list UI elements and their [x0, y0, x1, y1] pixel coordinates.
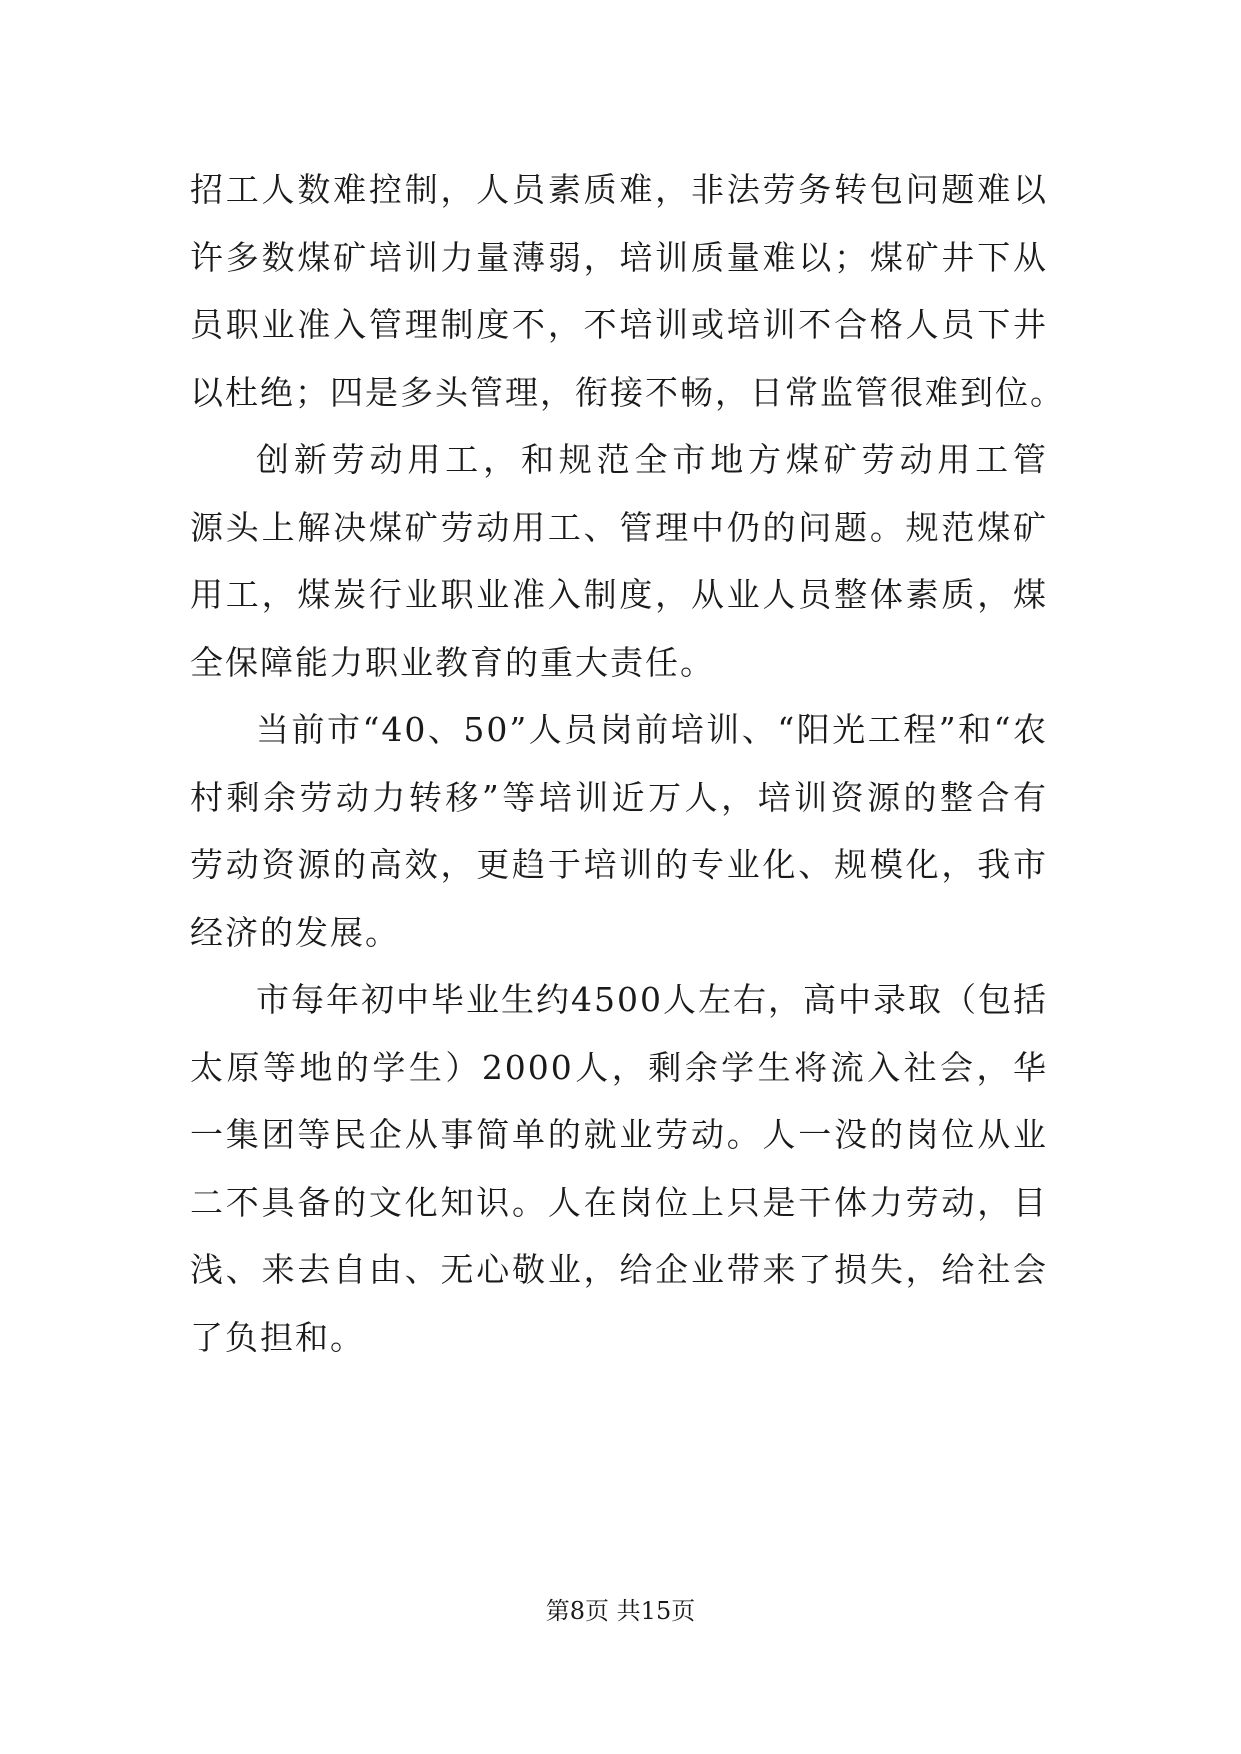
text-line: 以杜绝；四是多头管理，衔接不畅，日常监管很难到位。 [190, 372, 1065, 412]
text-line: 创新劳动用工，和规范全市地方煤矿劳动用工管 [256, 440, 1048, 479]
text-line: 村剩余劳动力转移”等培训近万人，培训资源的整合有 [190, 777, 1048, 817]
text-line: 市每年初中毕业生约4500人左右，高中录取（包括 [256, 980, 1048, 1019]
page-number-footer: 第8页 共15页 [545, 1597, 696, 1625]
text-line: 员职业准入管理制度不，不培训或培训不合格人员下井 [190, 305, 1048, 344]
text-line: 当前市“40、50”人员岗前培训、“阳光工程”和“农 [256, 710, 1048, 749]
text-line: 用工，煤炭行业职业准入制度，从业人员整体素质，煤 [190, 575, 1048, 614]
text-line: 许多数煤矿培训力量薄弱，培训质量难以；煤矿井下从 [190, 237, 1048, 277]
text-line: 全保障能力职业教育的重大责任。 [190, 642, 715, 682]
text-line: 太原等地的学生）2000人，剩余学生将流入社会，华 [190, 1047, 1048, 1087]
text-line: 招工人数难控制，人员素质难，非法劳务转包问题难以 [190, 170, 1048, 209]
text-line: 二不具备的文化知识。人在岗位上只是干体力劳动，目 [190, 1182, 1048, 1222]
text-line: 浅、来去自由、无心敬业，给企业带来了损失，给社会 [190, 1250, 1048, 1289]
body-text [190, 156, 1065, 1371]
text-line: 源头上解决煤矿劳动用工、管理中仍的问题。规范煤矿 [190, 507, 1048, 547]
text-line: 经济的发展。 [190, 912, 400, 952]
text-line: 一集团等民企从事简单的就业劳动。人一没的岗位从业 [190, 1115, 1048, 1154]
text-line: 劳动资源的高效，更趋于培训的专业化、规模化，我市 [190, 845, 1048, 884]
text-line: 了负担和。 [190, 1317, 365, 1357]
